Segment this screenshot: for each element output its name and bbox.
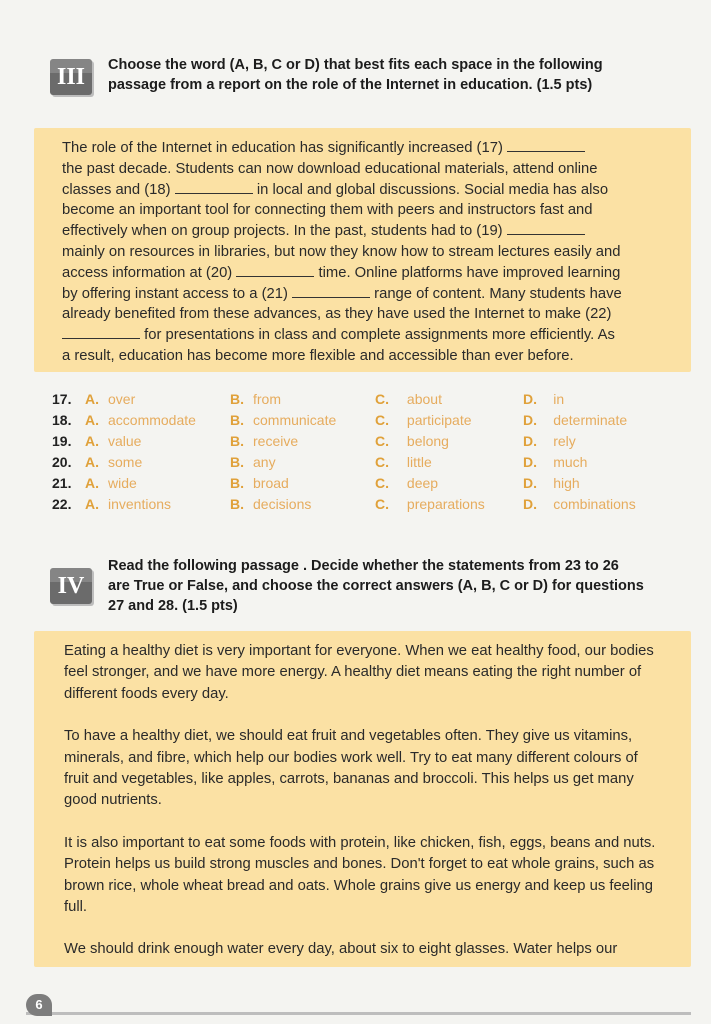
question-number: 22. — [52, 495, 72, 512]
option-row — [52, 430, 672, 451]
option-letter: A. — [85, 453, 99, 470]
paragraph-4: We should drink enough water every day, about six to eight glasses. Water helps our — [64, 941, 618, 958]
option-letter: A. — [85, 495, 99, 512]
paragraph-1: Eating a healthy diet is very important for everyone. When we eat healthy food, our bodies feel stronger, and we have more energy. A healthy diet means eating the right number of different foods every day. — [64, 643, 654, 702]
option-letter: B. — [230, 411, 244, 428]
option-a[interactable] — [85, 433, 230, 449]
option-text: receive — [253, 432, 299, 449]
option-letter: A. — [85, 411, 99, 428]
option-letter: C. — [375, 390, 389, 407]
option-text: preparations — [406, 495, 485, 512]
question-number: 17. — [52, 390, 72, 407]
question-number: 18. — [52, 411, 72, 428]
option-letter: A. — [85, 390, 99, 407]
option-text: communicate — [253, 411, 337, 428]
option-b[interactable] — [230, 454, 375, 470]
question-number: 19. — [52, 432, 72, 449]
blank-22 — [62, 327, 140, 339]
option-text: little — [406, 453, 432, 470]
option-letter: C. — [375, 432, 389, 449]
option-text: participate — [406, 411, 472, 428]
option-letter: B. — [230, 495, 244, 512]
option-c[interactable] — [375, 433, 523, 449]
option-row — [52, 388, 672, 409]
option-letter: D. — [523, 432, 537, 449]
option-b[interactable] — [230, 391, 375, 407]
blank-20 — [236, 265, 314, 277]
option-a[interactable] — [85, 391, 230, 407]
option-row — [52, 409, 672, 430]
option-text: broad — [253, 474, 289, 491]
option-text: value — [108, 432, 142, 449]
option-c[interactable] — [375, 496, 523, 512]
option-text: some — [108, 453, 143, 470]
option-text: in — [553, 390, 565, 407]
option-d[interactable] — [523, 391, 663, 407]
option-letter: D. — [523, 453, 537, 470]
section-3-instruction: Choose the word (A, B, C or D) that best fits each space in the following passage from a report on the role of the Internet in education. (1.5 pts) — [108, 57, 603, 93]
option-b[interactable] — [230, 496, 375, 512]
section-3-header — [50, 55, 690, 95]
option-letter: D. — [523, 411, 537, 428]
option-d[interactable] — [523, 454, 663, 470]
option-letter: D. — [523, 390, 537, 407]
option-b[interactable] — [230, 412, 375, 428]
blank-18 — [175, 182, 253, 194]
option-b[interactable] — [230, 433, 375, 449]
option-text: determinate — [553, 411, 628, 428]
section-4-instruction: Read the following passage . Decide whether the statements from 23 to 26 are True or False, and choose the correct answers (A, B, C or D) for questions 27 and 28. (1.5 pts) — [108, 558, 644, 614]
option-letter: C. — [375, 453, 389, 470]
paragraph-2: To have a healthy diet, we should eat fruit and vegetables often. They give us vitamins, minerals, and fibre, which help our bodies work well. Try to eat many different colours of fruit and vegetables, like apples, carrots, bananas and broccoli. This helps us get many good nutrients. — [64, 728, 638, 809]
option-text: belong — [406, 432, 449, 449]
option-letter: C. — [375, 474, 389, 491]
option-letter: B. — [230, 432, 244, 449]
section-4-passage — [34, 631, 691, 967]
blank-17 — [507, 140, 585, 152]
option-c[interactable] — [375, 391, 523, 407]
option-letter: D. — [523, 495, 537, 512]
option-d[interactable] — [523, 475, 663, 491]
option-letter: A. — [85, 474, 99, 491]
option-text: combinations — [553, 495, 636, 512]
option-text: about — [406, 390, 442, 407]
option-d[interactable] — [523, 433, 663, 449]
section-3-passage: The role of the Internet in education has significantly increased (17) the past decade. Students can now download educational materials, attend online classes and (18) in local and global discussions. Social media has also become an important tool for connecting them with peers and instructors fast and effectively when on group projects. In the past, students had to (19) mainly on resources in libraries, but now they know how to stream lectures easily and access information at (20) time. Online platforms have improved learning by offering instant access to a (21) range of content. Many students have already benefited from these advances, as they have used the Internet to make (22) for presentations in class and complete assignments more efficiently. As a result, education has become more flexible and accessible than ever before. — [34, 128, 691, 372]
option-letter: A. — [85, 432, 99, 449]
option-text: rely — [553, 432, 576, 449]
question-number: 21. — [52, 474, 72, 491]
option-text: over — [108, 390, 136, 407]
option-letter: B. — [230, 453, 244, 470]
page-number: 6 — [26, 994, 52, 1016]
option-row — [52, 493, 672, 514]
blank-19 — [507, 223, 585, 235]
section-3-badge: III — [50, 59, 92, 95]
option-d[interactable] — [523, 412, 663, 428]
option-c[interactable] — [375, 412, 523, 428]
option-text: high — [553, 474, 580, 491]
blank-21 — [292, 286, 370, 298]
option-text: accommodate — [108, 411, 196, 428]
section-4-header — [50, 556, 690, 616]
option-row — [52, 472, 672, 493]
option-letter: C. — [375, 411, 389, 428]
option-c[interactable] — [375, 475, 523, 491]
answer-options — [52, 388, 672, 514]
footer-bar — [26, 1012, 691, 1015]
option-a[interactable] — [85, 454, 230, 470]
option-text: much — [553, 453, 588, 470]
option-row — [52, 451, 672, 472]
option-letter: B. — [230, 390, 244, 407]
option-letter: D. — [523, 474, 537, 491]
option-a[interactable] — [85, 412, 230, 428]
option-letter: C. — [375, 495, 389, 512]
paragraph-3: It is also important to eat some foods with protein, like chicken, fish, eggs, beans and nuts. Protein helps us build strong muscles and bones. Don't forget to eat whole grains, such as brown rice, whole wheat bread and oats. Whole grains give us energy and keep us feeling full. — [64, 834, 656, 916]
question-number: 20. — [52, 453, 72, 470]
option-a[interactable] — [85, 496, 230, 512]
option-text: any — [253, 453, 276, 470]
section-4-badge: IV — [50, 568, 92, 604]
option-b[interactable] — [230, 475, 375, 491]
option-letter: B. — [230, 474, 244, 491]
option-text: from — [253, 390, 281, 407]
option-a[interactable] — [85, 475, 230, 491]
option-text: decisions — [253, 495, 312, 512]
option-text: inventions — [108, 495, 172, 512]
option-d[interactable] — [523, 496, 663, 512]
option-text: deep — [406, 474, 439, 491]
option-text: wide — [108, 474, 137, 491]
option-c[interactable] — [375, 454, 523, 470]
